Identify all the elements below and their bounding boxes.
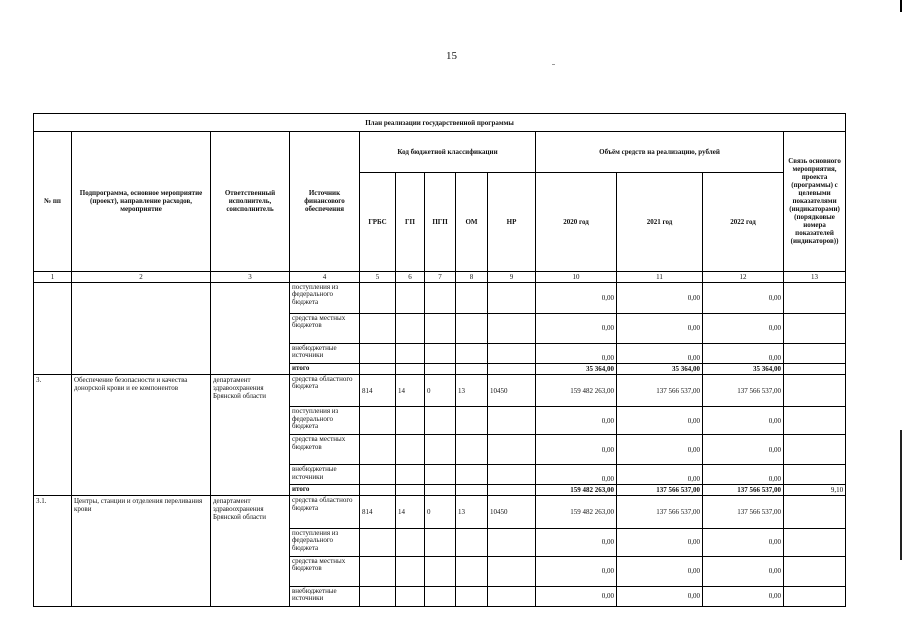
link-cell <box>784 313 846 343</box>
grbs-cell <box>360 465 396 485</box>
amount-2021: 0,00 <box>617 465 703 485</box>
section3-no: 3. <box>34 374 72 495</box>
total-label: итого <box>290 363 360 374</box>
om-cell <box>456 282 488 313</box>
np-cell <box>488 343 536 363</box>
col-number: 9 <box>488 271 536 282</box>
amount-2021: 0,00 <box>617 435 703 465</box>
source-cell: средства местных бюджетов <box>290 435 360 465</box>
header-2021: 2021 год <box>617 173 703 271</box>
np-cell <box>488 407 536 435</box>
page-number: 15 <box>446 50 457 62</box>
amount-2020: 0,00 <box>536 465 617 485</box>
scan-dot <box>552 64 555 65</box>
source-cell: поступления из федерального бюджета <box>290 528 360 556</box>
np-cell <box>488 485 536 496</box>
grbs-cell <box>360 343 396 363</box>
pgp-cell <box>425 465 456 485</box>
amount-2021: 0,00 <box>617 343 703 363</box>
source-cell: средства областного бюджета <box>290 496 360 528</box>
grbs-cell <box>360 528 396 556</box>
om-cell <box>456 407 488 435</box>
source-cell: поступления из федерального бюджета <box>290 407 360 435</box>
header-link: Связь основного мероприятия, проекта (программы) с целевыми показателями (индикаторами) (порядковые номера показателей (индикаторов)) <box>784 132 846 272</box>
amount-2020: 0,00 <box>536 343 617 363</box>
pgp-cell <box>425 282 456 313</box>
header-kbk-group: Код бюджетной классификации <box>360 132 536 173</box>
amount-2022: 0,00 <box>703 528 784 556</box>
link-cell <box>784 556 846 586</box>
section31-executor: департамент здравоохранения Брянской области <box>211 496 290 607</box>
header-pgp: ПГП <box>425 173 456 271</box>
gp-cell <box>396 556 425 586</box>
grbs-cell <box>360 485 396 496</box>
gp-cell <box>396 465 425 485</box>
edge-mark <box>900 0 902 12</box>
om-cell <box>456 586 488 606</box>
om-cell <box>456 465 488 485</box>
np-cell <box>488 363 536 374</box>
np-cell <box>488 282 536 313</box>
col-number: 6 <box>396 271 425 282</box>
link-cell <box>784 407 846 435</box>
header-grbs: ГРБС <box>360 173 396 271</box>
col-number: 2 <box>72 271 211 282</box>
col-number: 13 <box>784 271 846 282</box>
header-executor: Ответственный исполнитель, соисполнитель <box>211 132 290 272</box>
gp-cell <box>396 528 425 556</box>
amount-2022: 0,00 <box>703 465 784 485</box>
gp-cell: 14 <box>396 496 425 528</box>
section3-executor: департамент здравоохранения Брянской области <box>211 374 290 495</box>
col-number: 12 <box>703 271 784 282</box>
amount-2020: 0,00 <box>536 528 617 556</box>
amount-2021: 0,00 <box>617 313 703 343</box>
header-2022: 2022 год <box>703 173 784 271</box>
header-om: ОМ <box>456 173 488 271</box>
om-cell <box>456 313 488 343</box>
amount-2021: 0,00 <box>617 528 703 556</box>
np-cell <box>488 528 536 556</box>
program-plan-table <box>33 113 846 607</box>
np-cell <box>488 435 536 465</box>
header-2020: 2020 год <box>536 173 617 271</box>
amount-2020: 159 482 263,00 <box>536 496 617 528</box>
amount-2021: 0,00 <box>617 282 703 313</box>
amount-2021: 0,00 <box>617 556 703 586</box>
total-2021: 35 364,00 <box>617 363 703 374</box>
source-cell: средства местных бюджетов <box>290 556 360 586</box>
source-cell: средства областного бюджета <box>290 374 360 406</box>
link-cell <box>784 528 846 556</box>
table-title: План реализации государственной программы <box>34 114 846 132</box>
section31-no: 3.1. <box>34 496 72 607</box>
amount-2022: 137 566 537,00 <box>703 496 784 528</box>
source-cell: внебюджетные источники <box>290 465 360 485</box>
col-number: 5 <box>360 271 396 282</box>
om-cell <box>456 363 488 374</box>
grbs-cell <box>360 363 396 374</box>
amount-2022: 0,00 <box>703 282 784 313</box>
amount-2021: 137 566 537,00 <box>617 374 703 406</box>
header-no: № пп <box>34 132 72 272</box>
om-cell <box>456 485 488 496</box>
header-volume-group: Объём средств на реализацию, рублей <box>536 132 784 173</box>
col-number: 1 <box>34 271 72 282</box>
np-cell <box>488 465 536 485</box>
amount-2020: 0,00 <box>536 586 617 606</box>
grbs-cell <box>360 556 396 586</box>
pgp-cell <box>425 313 456 343</box>
col-number: 10 <box>536 271 617 282</box>
pgp-cell <box>425 556 456 586</box>
gp-cell <box>396 282 425 313</box>
section3-name: Обеспечение безопасности и качества донорской крови и ее компонентов <box>72 374 211 495</box>
pgp-cell <box>425 343 456 363</box>
grbs-cell <box>360 282 396 313</box>
link-cell <box>784 435 846 465</box>
header-source: Источник финансового обеспечения <box>290 132 360 272</box>
grbs-cell <box>360 407 396 435</box>
amount-2021: 137 566 537,00 <box>617 496 703 528</box>
col-number: 3 <box>211 271 290 282</box>
header-gp: ГП <box>396 173 425 271</box>
total-2021: 137 566 537,00 <box>617 485 703 496</box>
source-cell: средства местных бюджетов <box>290 313 360 343</box>
indicator-link: 9,10 <box>784 485 846 496</box>
gp-cell <box>396 313 425 343</box>
pgp-cell <box>425 528 456 556</box>
amount-2021: 0,00 <box>617 586 703 606</box>
source-cell: поступления из федерального бюджета <box>290 282 360 313</box>
col-number: 4 <box>290 271 360 282</box>
pgp-cell <box>425 485 456 496</box>
link-cell <box>784 374 846 406</box>
grbs-cell: 814 <box>360 374 396 406</box>
pgp-cell <box>425 363 456 374</box>
pgp-cell: 0 <box>425 496 456 528</box>
col-number: 11 <box>617 271 703 282</box>
amount-2022: 0,00 <box>703 407 784 435</box>
amount-2022: 0,00 <box>703 343 784 363</box>
om-cell <box>456 528 488 556</box>
section31-name: Центры, станции и отделения переливания крови <box>72 496 211 607</box>
grbs-cell <box>360 586 396 606</box>
gp-cell <box>396 485 425 496</box>
total-2022: 35 364,00 <box>703 363 784 374</box>
link-cell <box>784 343 846 363</box>
total-2020: 159 482 263,00 <box>536 485 617 496</box>
grbs-cell: 814 <box>360 496 396 528</box>
np-cell <box>488 586 536 606</box>
amount-2020: 0,00 <box>536 407 617 435</box>
total-label: итого <box>290 485 360 496</box>
total-2020: 35 364,00 <box>536 363 617 374</box>
om-cell <box>456 556 488 586</box>
header-np: НР <box>488 173 536 271</box>
pgp-cell <box>425 586 456 606</box>
prev-executor-cell <box>211 282 290 374</box>
scan-edge-bar <box>900 430 902 560</box>
gp-cell <box>396 435 425 465</box>
np-cell <box>488 556 536 586</box>
source-cell: внебюджетные источники <box>290 586 360 606</box>
om-cell <box>456 343 488 363</box>
prev-name-cell <box>72 282 211 374</box>
link-cell <box>784 282 846 313</box>
link-cell <box>784 465 846 485</box>
amount-2021: 0,00 <box>617 407 703 435</box>
amount-2022: 0,00 <box>703 313 784 343</box>
gp-cell <box>396 407 425 435</box>
amount-2022: 0,00 <box>703 435 784 465</box>
gp-cell <box>396 363 425 374</box>
pgp-cell: 0 <box>425 374 456 406</box>
col-number: 8 <box>456 271 488 282</box>
amount-2020: 159 482 263,00 <box>536 374 617 406</box>
amount-2020: 0,00 <box>536 435 617 465</box>
source-cell: внебюджетные источники <box>290 343 360 363</box>
amount-2022: 137 566 537,00 <box>703 374 784 406</box>
np-cell: 10450 <box>488 496 536 528</box>
total-2022: 137 566 537,00 <box>703 485 784 496</box>
prev-no-cell <box>34 282 72 374</box>
link-cell <box>784 586 846 606</box>
gp-cell <box>396 586 425 606</box>
header-name: Подпрограмма, основное мероприятие (проект), направление расходов, мероприятие <box>72 132 211 272</box>
amount-2022: 0,00 <box>703 586 784 606</box>
om-cell <box>456 435 488 465</box>
om-cell: 13 <box>456 496 488 528</box>
amount-2020: 0,00 <box>536 556 617 586</box>
np-cell: 10450 <box>488 374 536 406</box>
grbs-cell <box>360 313 396 343</box>
link-cell <box>784 496 846 528</box>
np-cell <box>488 313 536 343</box>
om-cell: 13 <box>456 374 488 406</box>
gp-cell: 14 <box>396 374 425 406</box>
amount-2020: 0,00 <box>536 282 617 313</box>
link-cell <box>784 363 846 374</box>
gp-cell <box>396 343 425 363</box>
pgp-cell <box>425 435 456 465</box>
amount-2020: 0,00 <box>536 313 617 343</box>
col-number: 7 <box>425 271 456 282</box>
amount-2022: 0,00 <box>703 556 784 586</box>
grbs-cell <box>360 435 396 465</box>
pgp-cell <box>425 407 456 435</box>
